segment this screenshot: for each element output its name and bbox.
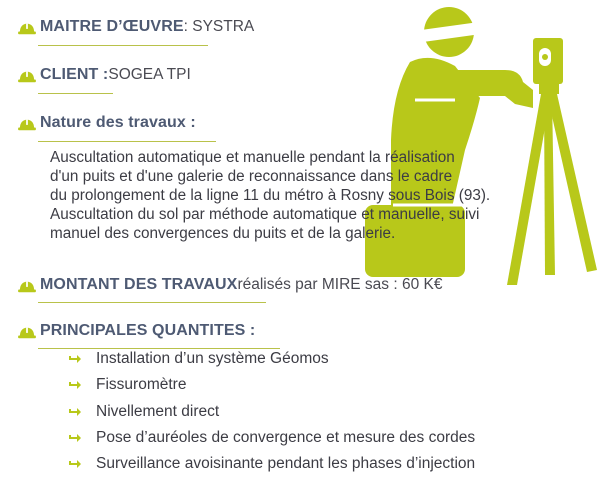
arrow-bullet-icon [68,433,82,443]
nature-description [50,148,570,243]
maitre-underline [38,45,208,46]
list-item [68,399,475,425]
nature-line: Auscultation du sol par méthode automatique et manuelle, suivi [50,206,480,223]
nature-label: Nature des travaux : [40,114,196,131]
nature-line: manuel des convergences du puits et de la galerie. [50,225,396,242]
nature-line: Auscultation automatique et manuelle pendant la réalisation [50,149,455,166]
client-value: SOGEA TPI [108,66,191,83]
quantites-list [68,346,475,477]
list-item-label: Installation d’un système Géomos [96,350,329,368]
nature-line: d'un puits et d'une galerie de reconnaissance dans le cadre [50,168,453,185]
arrow-bullet-icon [68,354,82,364]
montant-underline [38,302,266,303]
montant-row [18,276,442,294]
maitre-oeuvre-value: : SYSTRA [183,18,255,35]
arrow-bullet-icon [68,380,82,390]
hard-hat-icon [18,116,36,132]
nature-line: du prolongement de la ligne 11 du métro à Rosny sous Bois (93). [50,187,491,204]
surveyor-theodolite-icon [355,0,600,290]
client-label: CLIENT : [40,66,109,83]
list-item-label: Surveillance avoisinante pendant les phases d’injection [96,455,476,473]
nature-row [18,114,196,132]
arrow-bullet-icon [68,407,82,417]
quantites-label: PRINCIPALES QUANTITES : [40,322,256,339]
arrow-bullet-icon [68,459,82,469]
list-item [68,425,475,451]
montant-value: réalisés par MIRE sas : 60 K€ [237,276,443,293]
list-item-label: Nivellement direct [96,402,220,420]
hard-hat-icon [18,68,36,84]
maitre-oeuvre-row [18,18,254,36]
client-underline [38,93,113,94]
list-item [68,372,475,398]
hard-hat-icon [18,20,36,36]
list-item-label: Fissuromètre [96,376,187,394]
maitre-oeuvre-label: MAITRE D’ŒUVRE [40,18,184,35]
client-row [18,66,191,84]
quantites-row [18,322,255,340]
hard-hat-icon [18,324,36,340]
hard-hat-icon [18,278,36,294]
nature-underline [38,141,216,142]
list-item [68,451,475,477]
list-item-label: Pose d’auréoles de convergence et mesure des cordes [96,429,476,447]
montant-label: MONTANT DES TRAVAUX [40,276,238,293]
list-item [68,346,475,372]
